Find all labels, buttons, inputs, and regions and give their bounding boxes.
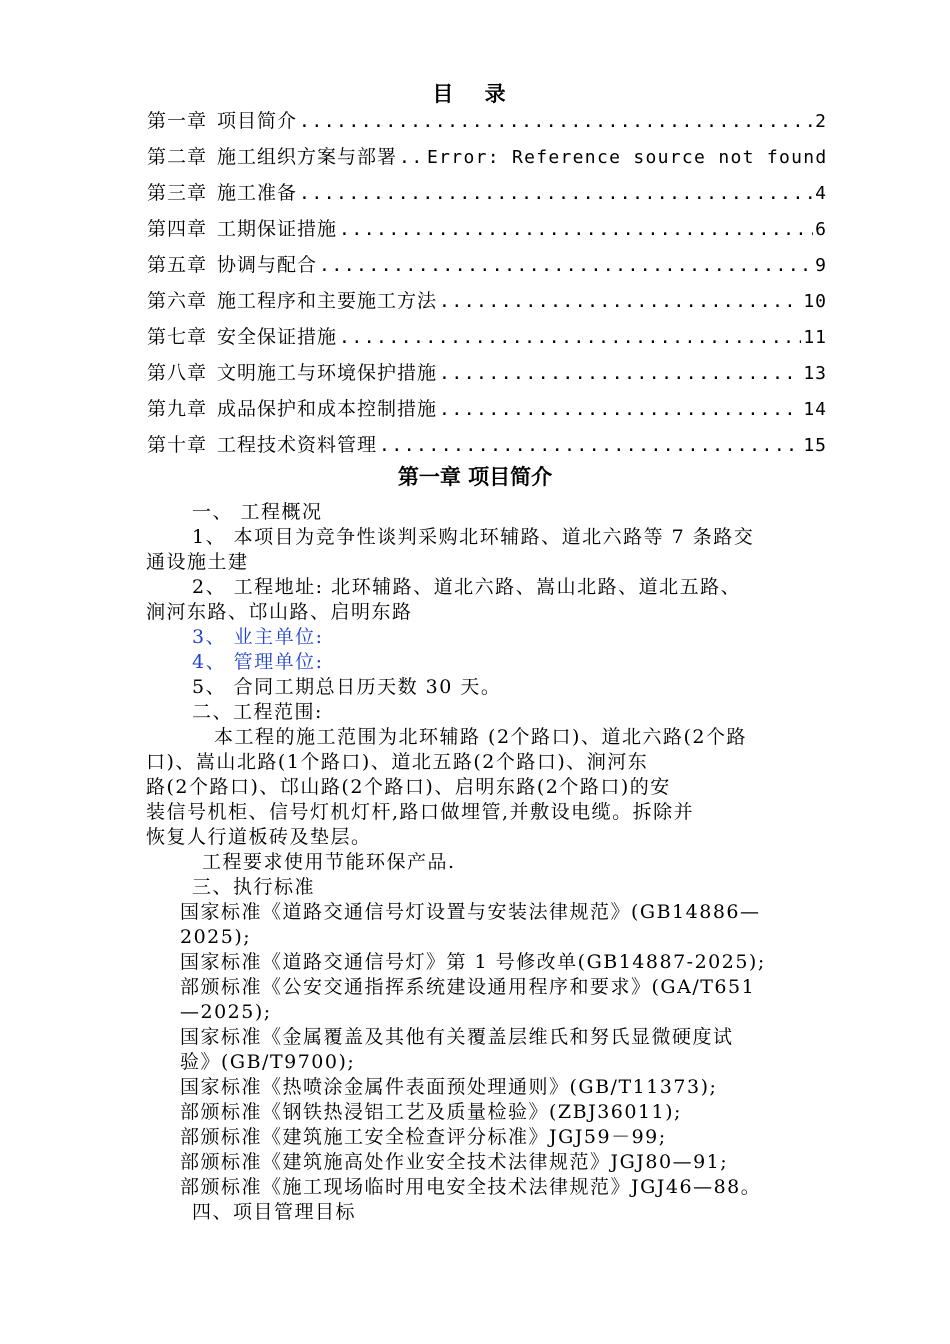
toc-page-number: 15 [803, 435, 827, 456]
toc-chapter-number: 第二章 [147, 146, 208, 168]
toc-chapter-number: 第三章 [147, 182, 208, 204]
paragraph-line: 装信号机柜、信号灯机灯杆,路口做埋管,并敷设电缆。拆除并 [146, 801, 695, 823]
chapter-heading: 第一章 项目简介 [397, 464, 553, 489]
standard-item: 部颁标准《钢铁热浸铝工艺及质量检验》(ZBJ36011); [180, 1101, 682, 1123]
paragraph-line: 本工程的施工范围为北环辅路 (2个路口)、道北六路(2个路 [214, 726, 747, 748]
toc-page-number: 11 [803, 327, 827, 348]
standard-item: 部颁标准《施工现场临时用电安全技术法律规范》JGJ46—88。 [180, 1176, 762, 1198]
chapter-body [146, 500, 810, 1225]
management-unit-label: 4、 管理单位: [192, 651, 324, 673]
toc-entry[interactable] [147, 391, 827, 427]
standard-item: 部颁标准《建筑施工安全检查评分标准》JGJ59－99; [180, 1126, 667, 1148]
toc-chapter-title: 工程技术资料管理 [217, 434, 378, 456]
toc-entry[interactable] [147, 139, 827, 175]
toc-chapter-title: 成品保护和成本控制措施 [217, 398, 438, 420]
toc-entry[interactable] [147, 247, 827, 283]
toc-page-number: 10 [803, 291, 827, 312]
paragraph-line: 口)、嵩山北路(1个路口)、道北五路(2个路口)、涧河东 [146, 751, 649, 773]
standard-item: 部颁标准《建筑施高处作业安全技术法律规范》JGJ80—91; [180, 1151, 729, 1173]
toc-chapter-number: 第九章 [147, 398, 208, 420]
toc-chapter-title: 工期保证措施 [217, 218, 338, 240]
toc-leader-dots [439, 356, 801, 392]
toc-chapter-title: 施工组织方案与部署 [217, 146, 398, 168]
section-title: 三、执行标准 [192, 876, 316, 898]
standard-item: —2025); [180, 1001, 272, 1023]
toc-entry[interactable] [147, 355, 827, 391]
toc-chapter-title: 安全保证措施 [217, 326, 338, 348]
toc-leader-dots [299, 104, 813, 140]
section-title: 一、 工程概况 [192, 501, 323, 523]
toc-title: 目 录 [432, 81, 518, 106]
toc-chapter-title: 协调与配合 [217, 254, 318, 276]
toc-entry[interactable] [147, 427, 827, 463]
toc-page-number: 6 [815, 219, 827, 240]
toc-leader-dots [439, 284, 801, 320]
toc-entry[interactable] [147, 211, 827, 247]
standard-item: 国家标准《道路交通信号灯设置与安装法律规范》(GB14886— [180, 901, 761, 923]
standard-item: 国家标准《道路交通信号灯》第 1 号修改单(GB14887-2025); [180, 951, 766, 973]
toc-chapter-number: 第一章 [147, 110, 208, 132]
toc-page-number: 14 [803, 399, 827, 420]
toc-page-number: 4 [815, 183, 827, 204]
paragraph-line: 工程要求使用节能环保产品. [202, 851, 456, 873]
standard-item: 部颁标准《公安交通指挥系统建设通用程序和要求》(GA/T651 [180, 976, 756, 998]
toc-leader-dots [399, 140, 425, 176]
paragraph-line: 2、 工程地址: 北环辅路、道北六路、嵩山北路、道北五路、 [192, 576, 742, 598]
toc-chapter-number: 第四章 [147, 218, 208, 240]
table-of-contents [147, 103, 827, 463]
standard-item: 国家标准《热喷涂金属件表面预处理通则》(GB/T11373); [180, 1076, 718, 1098]
toc-leader-dots [439, 392, 801, 428]
paragraph-line: 5、 合同工期总日历天数 30 天。 [192, 676, 502, 698]
toc-page-number: 2 [815, 111, 827, 132]
paragraph-line: 1、 本项目为竞争性谈判采购北环辅路、道北六路等 7 条路交 [192, 526, 755, 548]
toc-entry[interactable] [147, 175, 827, 211]
owner-unit-label: 3、 业主单位: [192, 626, 324, 648]
paragraph-line: 涧河东路、邙山路、启明东路 [146, 601, 413, 623]
paragraph-line: 路(2个路口)、邙山路(2个路口)、启明东路(2个路口)的安 [146, 776, 671, 798]
toc-chapter-title: 文明施工与环境保护措施 [217, 362, 438, 384]
section-title: 二、工程范围: [192, 701, 323, 723]
toc-chapter-number: 第七章 [147, 326, 208, 348]
toc-chapter-number: 第六章 [147, 290, 208, 312]
toc-leader-dots [339, 320, 801, 356]
toc-leader-dots [319, 248, 813, 284]
toc-leader-dots [339, 212, 813, 248]
toc-leader-dots [379, 428, 801, 464]
toc-chapter-title: 项目简介 [217, 110, 298, 132]
toc-chapter-number: 第十章 [147, 434, 208, 456]
standard-item: 2025); [180, 926, 252, 948]
toc-page-number: 13 [803, 363, 827, 384]
toc-leader-dots [299, 176, 813, 212]
toc-entry[interactable] [147, 283, 827, 319]
toc-entry[interactable] [147, 103, 827, 139]
paragraph-line: 恢复人行道板砖及垫层。 [146, 826, 372, 848]
toc-chapter-title: 施工准备 [217, 182, 298, 204]
paragraph-line: 通设施土建 [146, 551, 249, 573]
standard-item: 国家标准《金属覆盖及其他有关覆盖层维氏和努氏显微硬度试 [180, 1026, 734, 1048]
toc-entry[interactable] [147, 319, 827, 355]
section-title: 四、项目管理目标 [192, 1201, 357, 1223]
standard-item: 验》(GB/T9700); [180, 1051, 356, 1073]
toc-page-number: Error: Reference source not found [427, 147, 828, 168]
toc-chapter-title: 施工程序和主要施工方法 [217, 290, 438, 312]
toc-page-number: 9 [815, 255, 827, 276]
toc-chapter-number: 第八章 [147, 362, 208, 384]
toc-chapter-number: 第五章 [147, 254, 208, 276]
